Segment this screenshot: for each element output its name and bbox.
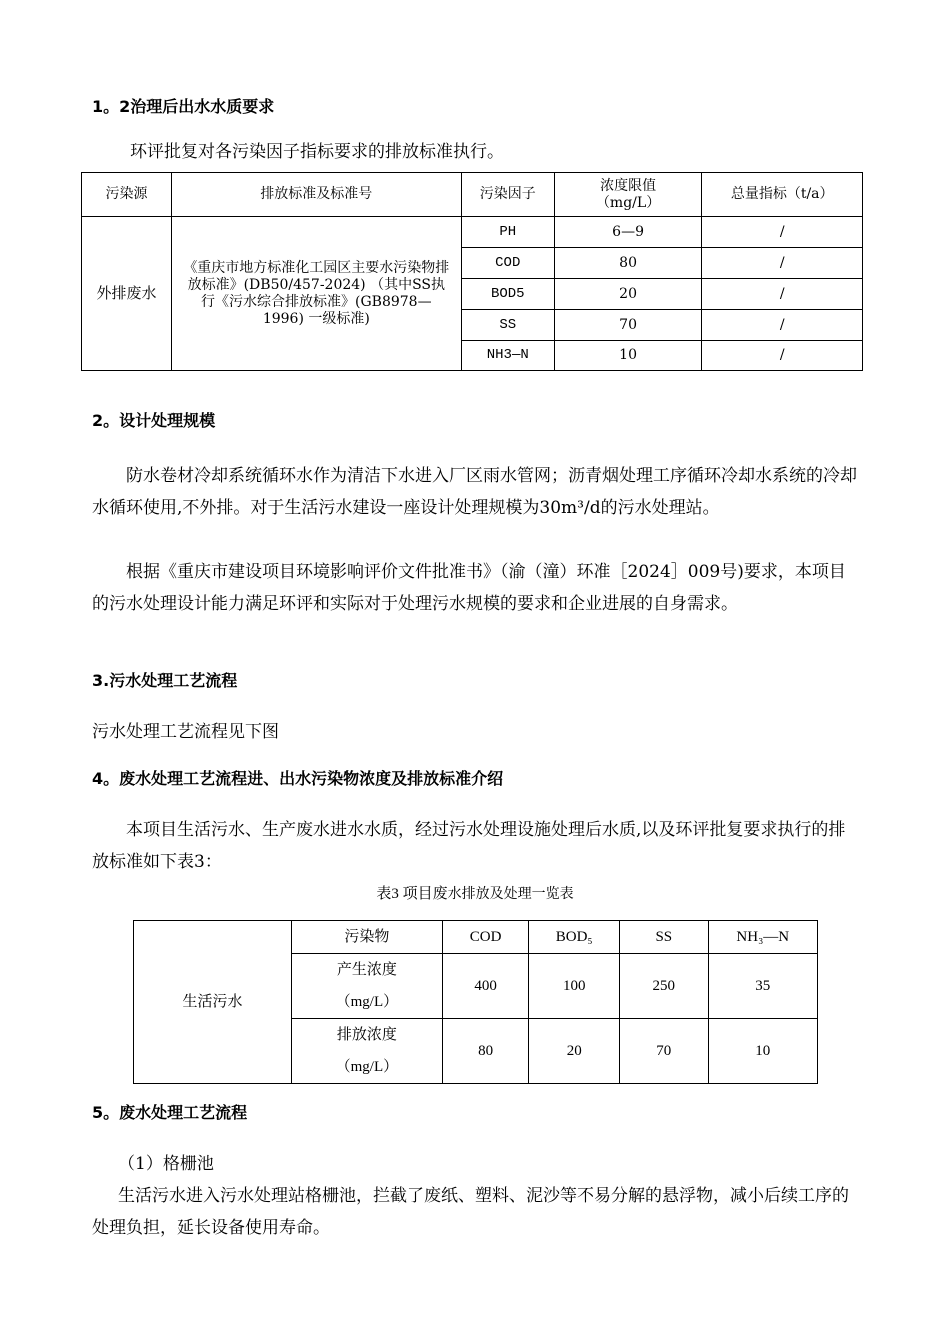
cell-value: 400 bbox=[442, 954, 529, 1019]
cell-factor: PH bbox=[461, 217, 554, 248]
cell-factor: SS bbox=[461, 310, 554, 341]
row-label: 排放浓度（mg/L） bbox=[291, 1019, 442, 1084]
cell-total: / bbox=[702, 341, 863, 371]
caption-small: 水排放及处理一览表 bbox=[447, 887, 574, 902]
cell-limit: 70 bbox=[554, 310, 702, 341]
cell-source: 外排废水 bbox=[82, 217, 172, 371]
section-heading-4: 4。废水处理工艺流程进、出水污染物浓度及排放标准介绍 bbox=[92, 769, 504, 788]
s5-subheading: （1）格栅池 bbox=[118, 1154, 214, 1174]
cell-factor: NH3—N bbox=[461, 341, 554, 371]
th-source: 污染源 bbox=[82, 173, 172, 217]
cell-limit: 10 bbox=[554, 341, 702, 371]
s12-intro: 环评批复对各污染因子指标要求的排放标准执行。 bbox=[130, 142, 504, 162]
section-heading-5: 5。废水处理工艺流程 bbox=[92, 1103, 248, 1122]
row-label: 产生浓度（mg/L） bbox=[291, 954, 442, 1019]
cell-limit: 6—9 bbox=[554, 217, 702, 248]
cell-value: 100 bbox=[529, 954, 620, 1019]
table-caption bbox=[0, 882, 950, 903]
cell-value: 20 bbox=[529, 1019, 620, 1084]
cell-factor: COD bbox=[461, 248, 554, 279]
cell-total: / bbox=[702, 310, 863, 341]
th-col: BOD₅ bbox=[529, 921, 620, 954]
cell-value: 250 bbox=[620, 954, 709, 1019]
th-col: NH₃—N bbox=[708, 921, 817, 954]
th-limit: 浓度限值（mg/L） bbox=[554, 173, 702, 217]
cell-value: 35 bbox=[708, 954, 817, 1019]
caption-main: 表3 项目废 bbox=[376, 886, 448, 902]
cell-total: / bbox=[702, 248, 863, 279]
emission-standard-table bbox=[81, 172, 863, 371]
cell-value: 80 bbox=[442, 1019, 529, 1084]
cell-limit: 20 bbox=[554, 279, 702, 310]
cell-total: / bbox=[702, 217, 863, 248]
wastewater-table bbox=[133, 920, 818, 1084]
cell-value: 10 bbox=[708, 1019, 817, 1084]
th-col: COD bbox=[442, 921, 529, 954]
th-standard: 排放标准及标准号 bbox=[171, 173, 461, 217]
cell-source: 生活污水 bbox=[134, 921, 292, 1084]
s4-paragraph: 本项目生活污水、生产废水进水水质，经过污水处理设施处理后水质,以及环评批复要求执行的排放标准如下表3： bbox=[92, 820, 846, 872]
cell-standard: 《重庆市地方标准化工园区主要水污染物排放标准》(DB50/457-2024) （其中SS执行《污水综合排放标准》(GB8978—1996) 一级标准) bbox=[171, 217, 461, 371]
section-heading-3: 3.污水处理工艺流程 bbox=[92, 671, 238, 690]
section-heading-2: 2。设计处理规模 bbox=[92, 411, 216, 430]
th-factor: 污染因子 bbox=[461, 173, 554, 217]
s2-paragraph-2: 根据《重庆市建设项目环境影响评价文件批准书》（渝（潼）环准［2024］009号)要求，本项目的污水处理设计能力满足环评和实际对于处理污水规模的要求和企业进展的自身需求。 bbox=[92, 562, 846, 614]
table-header-row bbox=[134, 921, 818, 954]
table-row bbox=[82, 217, 863, 248]
s3-paragraph: 污水处理工艺流程见下图 bbox=[92, 722, 279, 742]
cell-factor: BOD5 bbox=[461, 279, 554, 310]
s5-paragraph: 生活污水进入污水处理站格栅池，拦截了废纸、塑料、泥沙等不易分解的悬浮物，减小后续工序的处理负担，延长设备使用寿命。 bbox=[92, 1186, 849, 1238]
cell-limit: 80 bbox=[554, 248, 702, 279]
th-total: 总量指标（t/a） bbox=[702, 173, 863, 217]
th-col: SS bbox=[620, 921, 709, 954]
table-header-row bbox=[82, 173, 863, 217]
s2-paragraph-1: 防水卷材冷却系统循环水作为清洁下水进入厂区雨水管网；沥青烟处理工序循环冷却水系统的冷却水循环使用,不外排。对于生活污水建设一座设计处理规模为30m³/d的污水处理站。 bbox=[92, 466, 857, 518]
cell-total: / bbox=[702, 279, 863, 310]
section-heading-1-2: 1。2治理后出水水质要求 bbox=[92, 97, 275, 116]
th-pollutant: 污染物 bbox=[291, 921, 442, 954]
cell-value: 70 bbox=[620, 1019, 709, 1084]
